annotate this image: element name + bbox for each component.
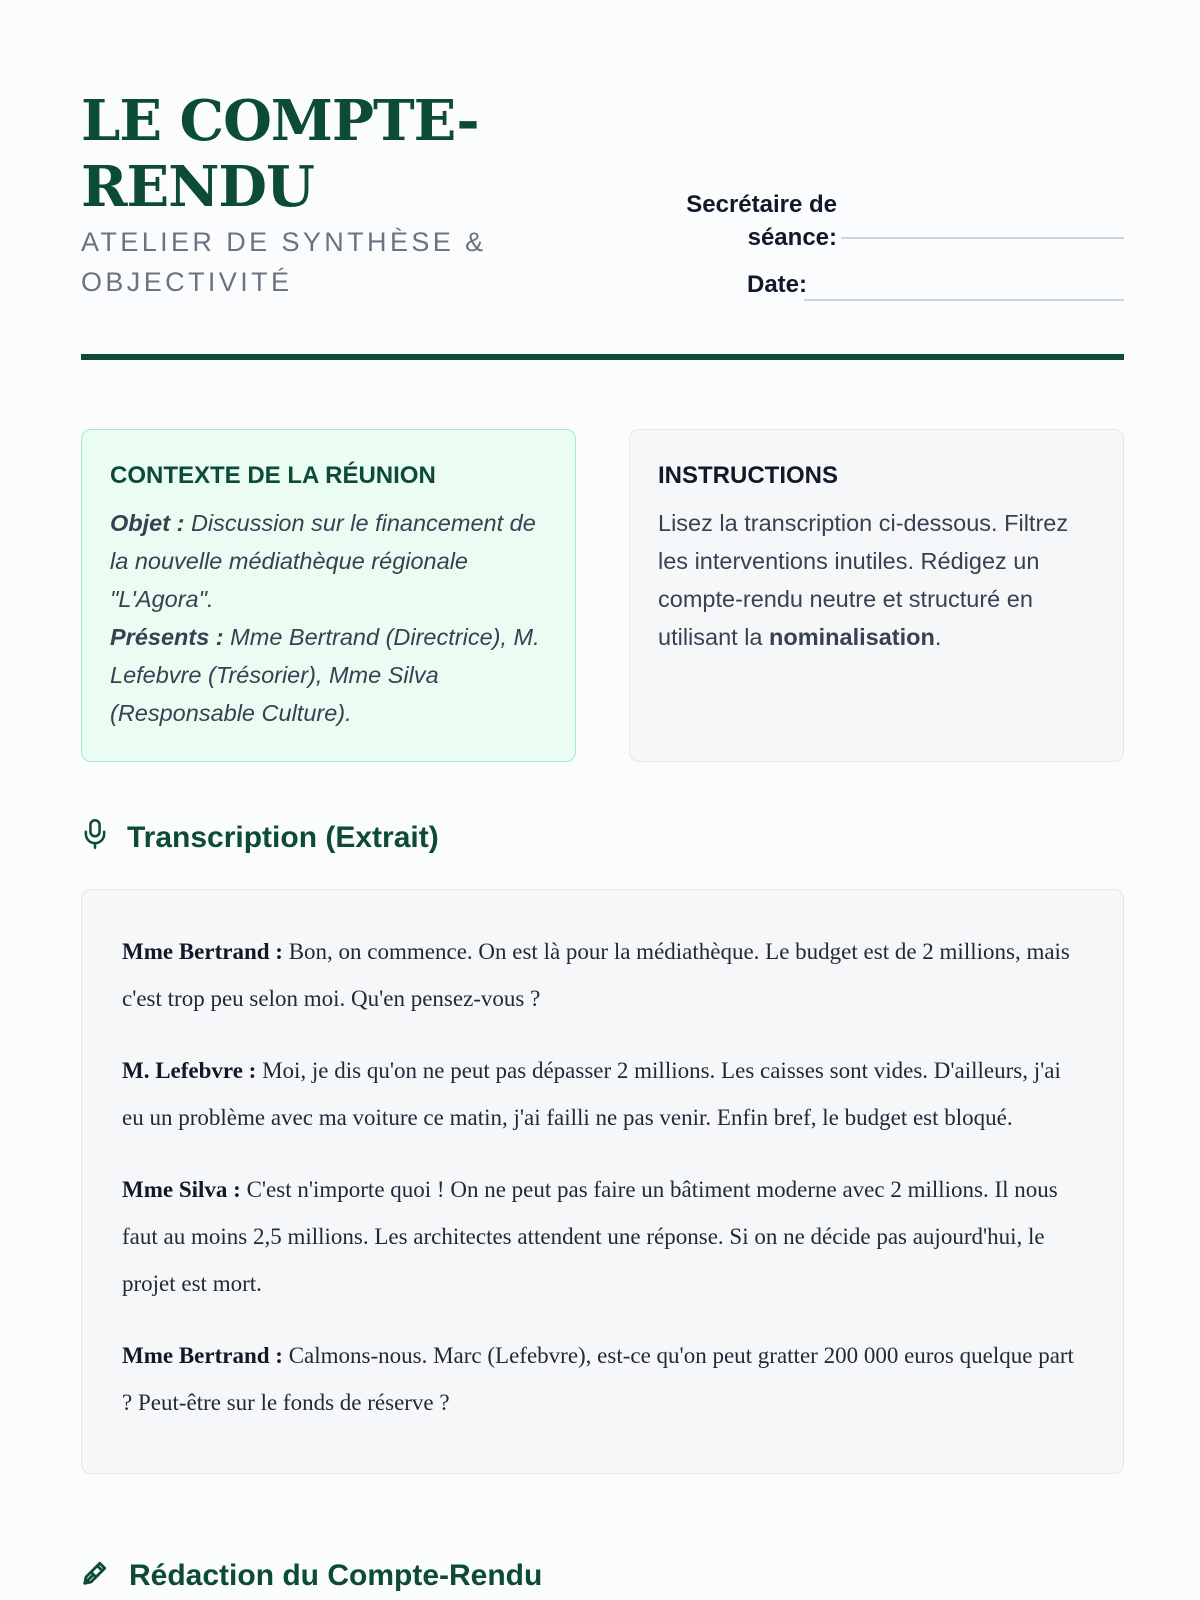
turn-text: Bon, on commence. On est là pour la médiathèque. Le budget est de 2 millions, mais c'est trop peu selon moi. Qu'en pensez-vous ? <box>122 939 1070 1011</box>
header-divider <box>81 354 1124 360</box>
transcript-turn <box>122 1332 1083 1426</box>
speaker-name: Mme Silva : <box>122 1177 241 1202</box>
date-input-line[interactable] <box>804 299 1124 301</box>
pen-nib-icon <box>81 1557 129 1595</box>
instructions-body: Lisez la transcription ci-dessous. Filtrez les interventions inutiles. Rédigez un compte-rendu neutre et structuré en utilisant la <box>658 510 1069 650</box>
header <box>81 88 1124 363</box>
instructions-card <box>629 429 1124 762</box>
redaction-heading <box>81 1557 542 1595</box>
context-text <box>110 504 547 732</box>
instructions-bold-word: nominalisation <box>769 624 935 650</box>
object-label: Objet : <box>110 510 185 536</box>
page-subtitle: ATELIER DE SYNTHÈSE & OBJECTIVITÉ <box>81 227 487 297</box>
instructions-text <box>658 504 1095 656</box>
transcript-turn <box>122 1047 1083 1141</box>
present-text: Mme Bertrand (Directrice), M. Lefebvre (Trésorier), Mme Silva (Responsable Culture). <box>110 624 540 726</box>
instructions-heading: INSTRUCTIONS <box>658 462 838 489</box>
secretary-input-line[interactable] <box>841 237 1124 239</box>
turn-text: C'est n'importe quoi ! On ne peut pas faire un bâtiment moderne avec 2 millions. Il nous faut au moins 2,5 millions. Les architectes attendent une réponse. Si on ne décide pas aujourd'hui, le projet est mort. <box>122 1177 1058 1296</box>
transcript-turn <box>122 1166 1083 1307</box>
secretary-label: Secrétaire de séance: <box>686 191 837 251</box>
instructions-end: . <box>934 624 942 650</box>
page-title: LE COMPTE-RENDU <box>81 88 479 220</box>
speaker-name: Mme Bertrand : <box>122 1343 283 1368</box>
present-label: Présents : <box>110 624 224 650</box>
date-label: Date: <box>746 271 807 298</box>
speaker-name: M. Lefebvre : <box>122 1058 257 1083</box>
context-heading: CONTEXTE DE LA RÉUNION <box>110 462 436 489</box>
turn-text: Calmons-nous. Marc (Lefebvre), est-ce qu'on peut gratter 200 000 euros quelque part ? Peut-être sur le fonds de réserve ? <box>122 1343 1074 1415</box>
microphone-icon <box>81 818 127 858</box>
turn-text: Moi, je dis qu'on ne peut pas dépasser 2 millions. Les caisses sont vides. D'ailleurs, j'ai eu un problème avec ma voiture ce matin, j'ai failli ne pas venir. Enfin bref, le budget est bloqué. <box>122 1058 1061 1130</box>
object-text: Discussion sur le financement de la nouvelle médiathèque régionale "L'Agora". <box>110 510 536 612</box>
transcription-title: Transcription (Extrait) <box>127 821 439 854</box>
context-card <box>81 429 576 762</box>
transcription-panel <box>81 889 1124 1474</box>
transcription-heading <box>81 818 439 858</box>
speaker-name: Mme Bertrand : <box>122 939 283 964</box>
transcript-turn <box>122 928 1083 1022</box>
redaction-title: Rédaction du Compte-Rendu <box>129 1559 543 1592</box>
